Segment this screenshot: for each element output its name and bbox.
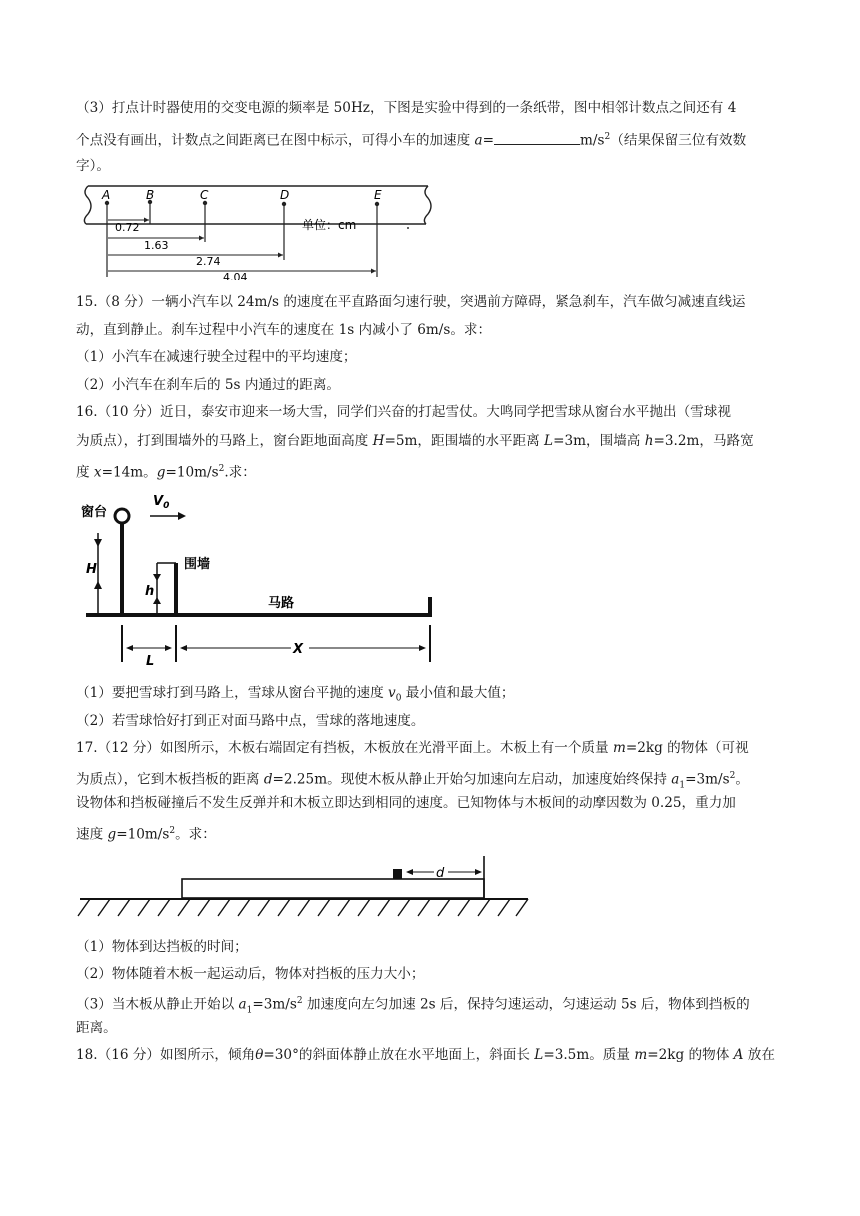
snowball-figure (78, 485, 448, 670)
q14-3-line1: （3）打点计时器使用的交变电源的频率是 50Hz，下图是实验中得到的一条纸带，图中相邻计数点之间还有 4 (76, 100, 737, 116)
svg-text:B: B (146, 188, 155, 202)
q16-line1: 16.（10 分）近日，泰安市迎来一场大雪，同学们兴奋的打起雪仗。大鸣同学把雪球从窗台水平抛出（雪球视 (76, 404, 731, 420)
svg-text:0.72: 0.72 (115, 221, 140, 234)
tape-point-a (101, 188, 110, 277)
q18-line1: 18.（16 分）如图所示，倾角θ=30°的斜面体静止放在水平地面上，斜面长 L=3.5m。质量 m=2kg 的物体 A 放在 (76, 1047, 775, 1063)
q17-line1: 17.（12 分）如图所示，木板右端固定有挡板，木板放在光滑平面上。木板上有一个质量 m=2kg 的物体（可视 (76, 740, 749, 756)
q17-line4: 速度 $g=10m/s^2$。求： (76, 826, 216, 843)
tape-point-c (200, 188, 209, 242)
q17-sub2: （2）物体随着木板一起运动后，物体对挡板的压力大小； (76, 966, 425, 982)
svg-text:2.74: 2.74 (196, 255, 221, 268)
q15-line1: 15.（8 分）一辆小汽车以 24m/s 的速度在平直路面匀速行驶，突遇前方障碍，紧急刹车，汽车做匀减速直线运 (76, 294, 746, 310)
tape-distance-ad (108, 253, 283, 269)
road-label: 马路 (268, 596, 295, 611)
q15-sub2: （2）小汽车在刹车后的 5s 内通过的距离。 (76, 377, 341, 393)
q15-sub1: （1）小汽车在减速行驶全过程中的平均速度； (76, 349, 357, 365)
q17-line2: 为质点），它到木板挡板的距离 d=2.25m。现使木板从静止开始匀加速向左启动，加速度始终保持 $a_1=3m/s^2$。 (76, 771, 749, 791)
q16-sub1: （1）要把雪球打到马路上，雪球从窗台平抛的速度 $v_0$ 最小值和最大值； (76, 685, 515, 704)
q17-line3: 设物体和挡板碰撞后不发生反弹并和木板立即达到相同的速度。已知物体与木板间的动摩因数为 0.25，重力加 (76, 795, 736, 811)
q16-sub2: （2）若雪球恰好打到正对面马路中点，雪球的落地速度。 (76, 713, 425, 729)
h-label: h (145, 584, 155, 599)
L-label: L (146, 654, 155, 669)
tape-point-e (374, 188, 382, 277)
svg-text:C: C (200, 188, 209, 202)
H-label: H (86, 562, 97, 577)
q14-3-line2: 个点没有画出，计数点之间距离已在图中标示，可得小车的加速度 $a= m/s^2$（结果保留三位有效数 (76, 127, 746, 151)
wall-label: 围墙 (184, 557, 211, 572)
board-figure (76, 848, 536, 922)
svg-text:E: E (374, 188, 382, 202)
tape-distance-ae (108, 269, 376, 281)
answer-blank (494, 130, 580, 145)
d-label: d (436, 866, 445, 881)
q16-line3: 度 x=14m。$g=10m/s^2$.求： (76, 464, 256, 481)
q17-sub1: （1）物体到达挡板的时间； (76, 939, 248, 955)
q16-line2: 为质点），打到围墙外的马路上，窗台距地面高度 H=5m，距围墙的水平距离 L=3m，围墙高 h=3.2m，马路宽 (76, 433, 754, 449)
X-label: X (293, 642, 304, 657)
tape-unit-label: 单位：cm (302, 218, 357, 232)
tape-distance-ab (108, 218, 149, 235)
svg-text:4.04: 4.04 (223, 271, 248, 280)
tape-point-b (146, 188, 154, 224)
block (393, 869, 402, 879)
paper-tape-figure (80, 180, 440, 280)
svg-text:A: A (102, 188, 111, 202)
v0-label: $V_0$ (153, 494, 170, 511)
tape-distance-ac (108, 236, 204, 253)
q14-3-line3: 字）。 (76, 158, 110, 174)
q17-sub3-line2: 距离。 (76, 1020, 117, 1036)
svg-text:D: D (280, 188, 290, 202)
window-label: 窗台 (81, 505, 108, 520)
q17-sub3: （3）当木板从静止开始以 $a_1=3m/s^2$ 加速度向左匀加速 2s 后，保持匀速运动，匀速运动 5s 后，物体到挡板的 (76, 996, 750, 1016)
svg-text:1.63: 1.63 (144, 239, 169, 252)
q15-line2: 动，直到静止。刹车过程中小汽车的速度在 1s 内减小了 6m/s。求： (76, 322, 492, 338)
